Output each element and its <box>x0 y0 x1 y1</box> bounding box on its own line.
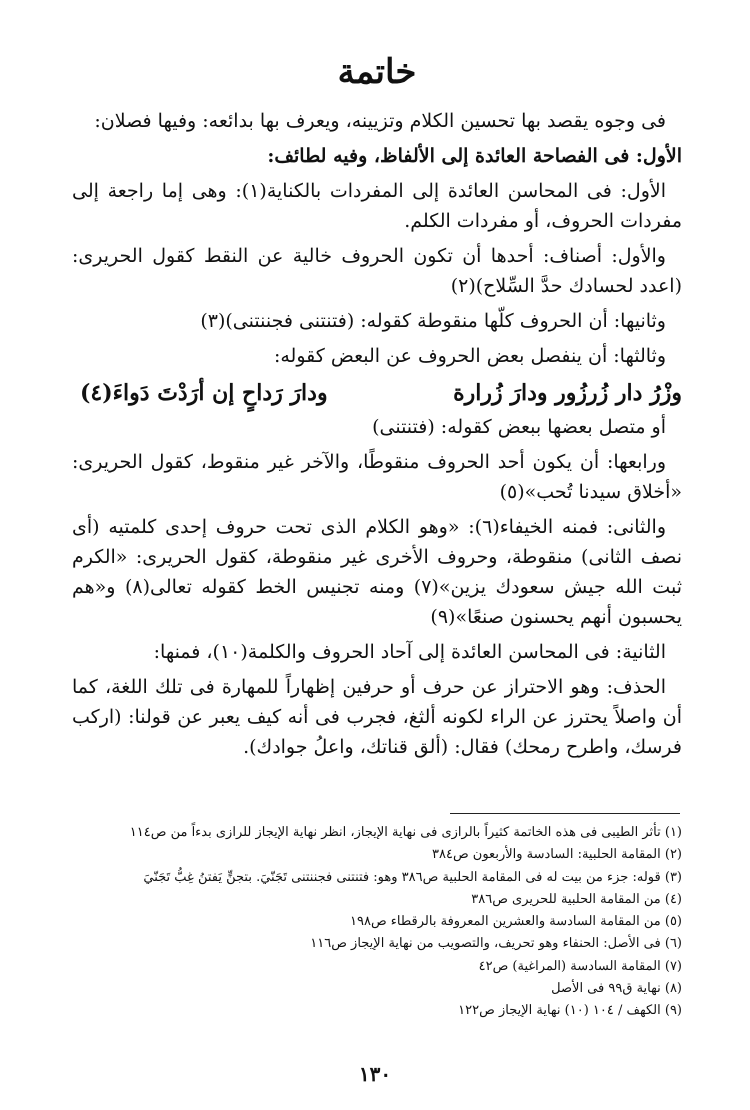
paragraph-fourth-kind: ورابعها: أن يكون أحد الحروف منقوطًا، والآخر غير منقوط، كقول الحريرى: «أخلاق سيدنا تُحب»(٥) <box>72 451 682 503</box>
section-first-heading: الأول: فى الفصاحة العائدة إلى الألفاظ، وفيه لطائف: <box>267 145 682 167</box>
paragraph-third-kind: وثالثها: أن ينفصل بعض الحروف عن البعض كقوله: <box>273 345 666 367</box>
paragraph-second-section: والثانى: فمنه الخيفاء(٦): «وهو الكلام الذى تحت حروف إحدى كلمتيه (أى نصف الثانى) منقوطة، وحروف الأخرى غير منقوطة، كقول الحريرى: «الكرم ثبت الله جيش سعودك يزين»(٧) ومنه تجنيس الخط كقوله تعالى(٨) و«هم يحسبون أنهم يحسنون صنعًا»(٩) <box>72 516 682 628</box>
paragraph-deletion: الحذف: وهو الاحتراز عن حرف أو حرفين إظهاراً للمهارة فى تلك اللغة، كما أن واصلاً يحترز عن الراء لكونه ألثغ، فجرب فى أنه كيف يعبر عن قولنا: (اركب فرسك، واطرح رمحك) فقال: (ألق قناتك، واعلُ جوادك). <box>72 676 682 758</box>
footnote-9-10: (٩) الكهف / ١٠٤ (١٠) نهاية الإيجاز ص١٢٢ <box>458 1003 682 1019</box>
footnote-5: (٥) من المقامة السادسة والعشرين المعروفة بالرقطاء ص١٩٨ <box>350 914 682 930</box>
footnotes-block <box>70 822 682 1023</box>
paragraph-second-subsection: الثانية: فى المحاسن العائدة إلى آحاد الحروف والكلمة(١٠)، فمنها: <box>153 641 666 663</box>
verse-right-hemistich: وزْرُ دار زُرزُور ودارَ زُرارة <box>453 380 682 406</box>
footnote-7: (٧) المقامة السادسة (المراغية) ص٤٢ <box>478 958 682 974</box>
footnote-2: (٢) المقامة الحلبية: السادسة والأربعون ص٣٨٤ <box>431 847 682 863</box>
intro-paragraph: فى وجوه يقصد بها تحسين الكلام وتزيينه، ويعرف بها بدائعه: وفيها فصلان: <box>94 110 666 132</box>
page-number: ١٣٠ <box>358 1062 392 1086</box>
footnote-6: (٦) فى الأصل: الحنفاء وهو تحريف، والتصويب من نهاية الإيجاز ص١١٦ <box>310 936 682 952</box>
footnote-4: (٤) من المقامة الحلبية للحريرى ص٣٨٦ <box>471 891 682 907</box>
paragraph-first-kind: والأول: أصناف: أحدها أن تكون الحروف خالية عن النقط كقول الحريرى: (اعدد لحسادك حدَّ السِّلاح)(٢) <box>72 245 682 297</box>
footnote-separator <box>450 813 680 814</box>
footnote-8: (٨) نهاية ق٩٩ فى الأصل <box>551 981 682 997</box>
paragraph-connected-letters: أو متصل بعضها ببعض كقوله: (فتنتنى) <box>372 416 666 438</box>
paragraph-first-subsection: الأول: فى المحاسن العائدة إلى المفردات بالكناية(١): وهى إما راجعة إلى مفردات الحروف، أو مفردات الكلم. <box>72 180 682 232</box>
footnote-1: (١) تأثر الطيبى فى هذه الخاتمة كثيراً بالرازى فى نهاية الإيجاز، انظر نهاية الإيجاز للرازى بدءاً من ص١١٤ <box>129 825 682 840</box>
page-title: خاتمة <box>337 52 417 92</box>
poetry-verse <box>72 376 682 410</box>
verse-left-hemistich: ودارَ رَداحٍ إن أرَدْتَ دَواءَ(٤) <box>80 380 328 406</box>
paragraph-second-kind: وثانيها: أن الحروف كلّها منقوطة كقوله: (فتنتنى فجننتنى)(٣) <box>200 310 666 332</box>
footnote-3: (٣) قوله: جزء من بيت له فى المقامة الحلبية ص٣٨٦ وهو: فتنتنى فجننتنى تَجَنّيَ. بتجنٍّ يَفتنُ غِبُّ تَجَنّيَ <box>143 869 682 885</box>
